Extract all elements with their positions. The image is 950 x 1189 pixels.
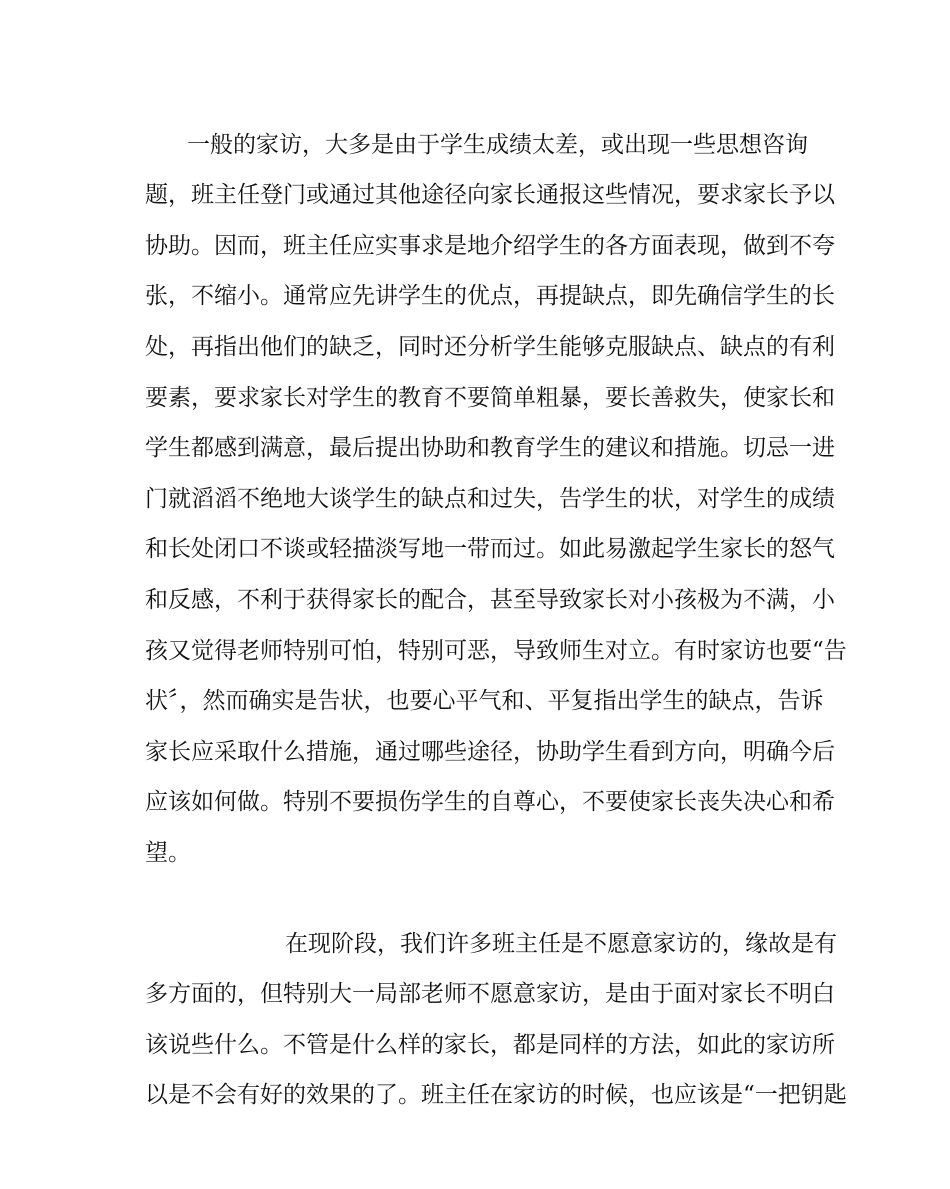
paragraph-2-line-3: 该说些什么。不管是什么样的家长，都是同样的方法，如此的家访所 xyxy=(145,1032,835,1058)
paragraph-2-line-2: 多方面的，但特别大一局部老师不愿意家访，是由于面对家长不明白 xyxy=(145,981,835,1007)
paragraph-1-line-5: 处，再指出他们的缺乏，同时还分析学生能够克服缺点、缺点的有利 xyxy=(145,334,835,360)
paragraph-1-line-11: 孩又觉得老师特别可怕，特别可恶，导致师生对立。有时家访也要“告 xyxy=(145,638,847,664)
paragraph-1-line-7: 学生都感到满意，最后提出协助和教育学生的建议和措施。切忌一进 xyxy=(145,435,835,461)
paragraph-1-line-3: 协助。因而，班主任应实事求是地介绍学生的各方面表现，做到不夸 xyxy=(145,233,835,259)
paragraph-2-line-4: 以是不会有好的效果的了。班主任在家访的时候，也应该是“一把钥匙 xyxy=(145,1082,847,1108)
paragraph-1-line-8: 门就滔滔不绝地大谈学生的缺点和过失，告学生的状，对学生的成绩 xyxy=(145,486,835,512)
paragraph-1-line-2: 题，班主任登门或通过其他途径向家长通报这些情况，要求家长予以 xyxy=(145,182,835,208)
paragraph-1-line-6: 要素，要求家长对学生的教育不要简单粗暴，要长善救失，使家长和 xyxy=(145,385,835,411)
paragraph-2-line-1: 在现阶段，我们许多班主任是不愿意家访的，缘故是有 xyxy=(285,931,837,957)
paragraph-1-line-10: 和反感，不利于获得家长的配合，甚至导致家长对小孩极为不满，小 xyxy=(145,587,835,613)
paragraph-1-line-4: 张，不缩小。通常应先讲学生的优点，再提缺点，即先确信学生的长 xyxy=(145,283,835,309)
paragraph-1-line-14: 应该如何做。特别不要损伤学生的自尊心，不要使家长丧失决心和希 xyxy=(145,789,835,815)
paragraph-1-line-12: 状〞，然而确实是告状，也要心平气和、平复指出学生的缺点，告诉 xyxy=(145,688,824,714)
paragraph-1-line-1: 一般的家访，大多是由于学生成绩太差，或出现一些思想咨询 xyxy=(187,132,808,158)
paragraph-1-line-15: 望。 xyxy=(145,840,191,866)
paragraph-1-line-13: 家长应采取什么措施，通过哪些途径，协助学生看到方向，明确今后 xyxy=(145,739,835,765)
paragraph-1-line-9: 和长处闭口不谈或轻描淡写地一带而过。如此易激起学生家长的怒气 xyxy=(145,536,835,562)
